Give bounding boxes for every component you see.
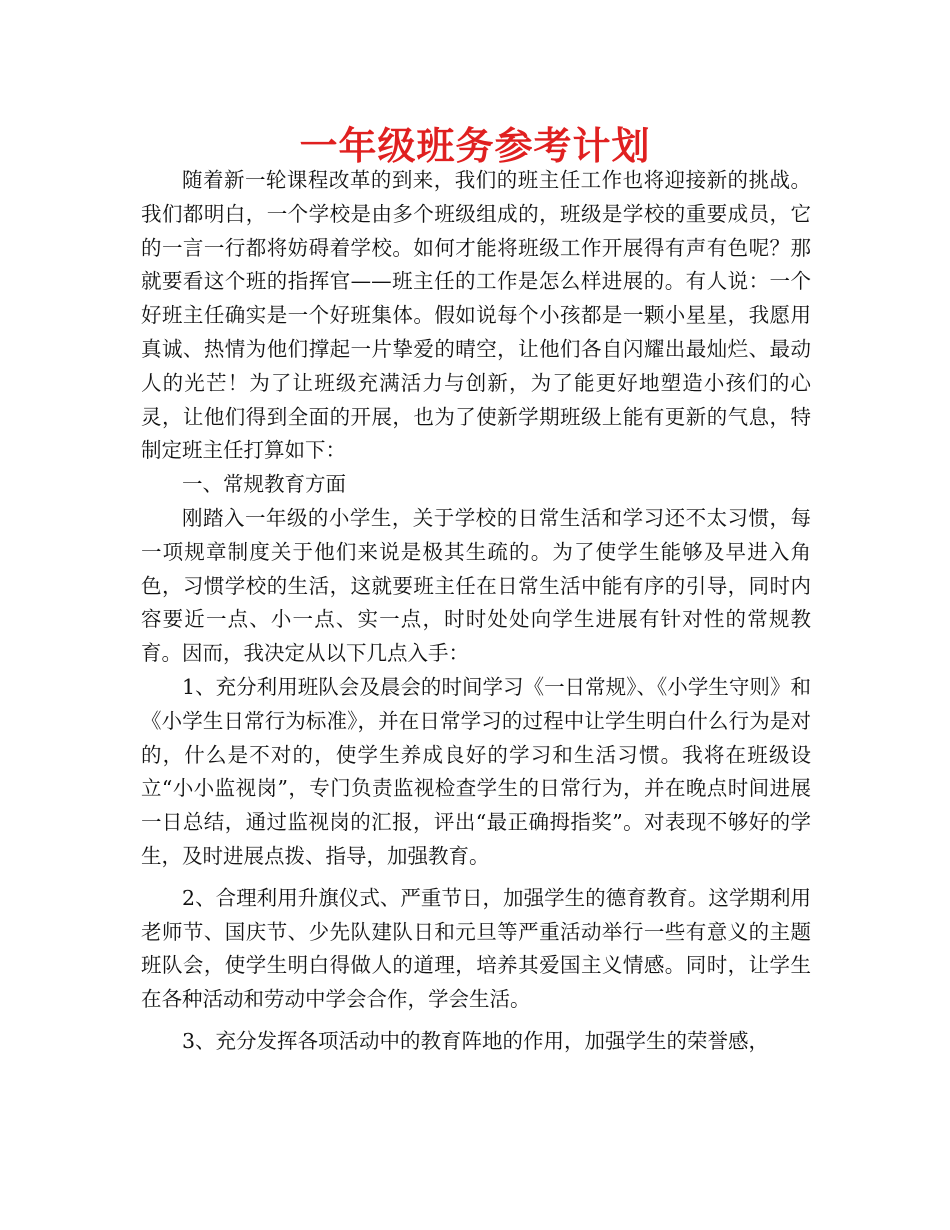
paragraph-routine-education: 刚踏入一年级的小学生，关于学校的日常生活和学习还不太习惯，每一项规章制度关于他们来说是极其生疏的。为了使学生能够及早进入角色，习惯学校的生活，这就要班主任在日常生活中能有序的引导，同时内容要近一点、小一点、实一点，时时处处向学生进展有针对性的常规教育。因而，我决定从以下几点入手： xyxy=(141,505,811,666)
paragraph-item-3: 3、充分发挥各项活动中的教育阵地的作用，加强学生的荣誉感， xyxy=(182,1028,770,1053)
intro-paragraph: 随着新一轮课程改革的到来，我们的班主任工作也将迎接新的挑战。我们都明白，一个学校是由多个班级组成的，班级是学校的重要成员，它的一言一行都将妨碍着学校。如何才能将班级工作开展得有声有色呢？那就要看这个班的指挥官——班主任的工作是怎么样进展的。有人说：一个好班主任确实是一个好班集体。假如说每个小孩都是一颗小星星，我愿用真诚、热情为他们撑起一片挚爱的晴空，让他们各自闪耀出最灿烂、最动人的光芒！为了让班级充满活力与创新，为了能更好地塑造小孩们的心灵，让他们得到全面的开展，也为了使新学期班级上能有更新的气息，特制定班主任打算如下： xyxy=(141,168,811,463)
document-title: 一年级班务参考计划 xyxy=(299,124,651,168)
section-heading: 一、常规教育方面 xyxy=(182,472,346,497)
document-body xyxy=(141,164,811,1059)
paragraph-item-1: 1、充分利用班队会及晨会的时间学习《一日常规》、《小学生守则》和《小学生日常行为标准》，并在日常学习的过程中让学生明白什么行为是对的，什么是不对的，使学生养成良好的学习和生活习惯。我将在班级设立“小小监视岗”，专门负责监视检查学生的日常行为，并在晚点时间进展一日总结，通过监视岗的汇报，评出“最正确拇指奖”。对表现不够好的学生，及时进展点拨、指导，加强教育。 xyxy=(141,674,811,868)
paragraph-item-2: 2、合理利用升旗仪式、严重节日，加强学生的德育教育。这学期利用老师节、国庆节、少先队建队日和元旦等严重活动举行一些有意义的主题班队会，使学生明白得做人的道理，培养其爱国主义情感。同时，让学生在各种活动和劳动中学会合作，学会生活。 xyxy=(141,885,811,1012)
